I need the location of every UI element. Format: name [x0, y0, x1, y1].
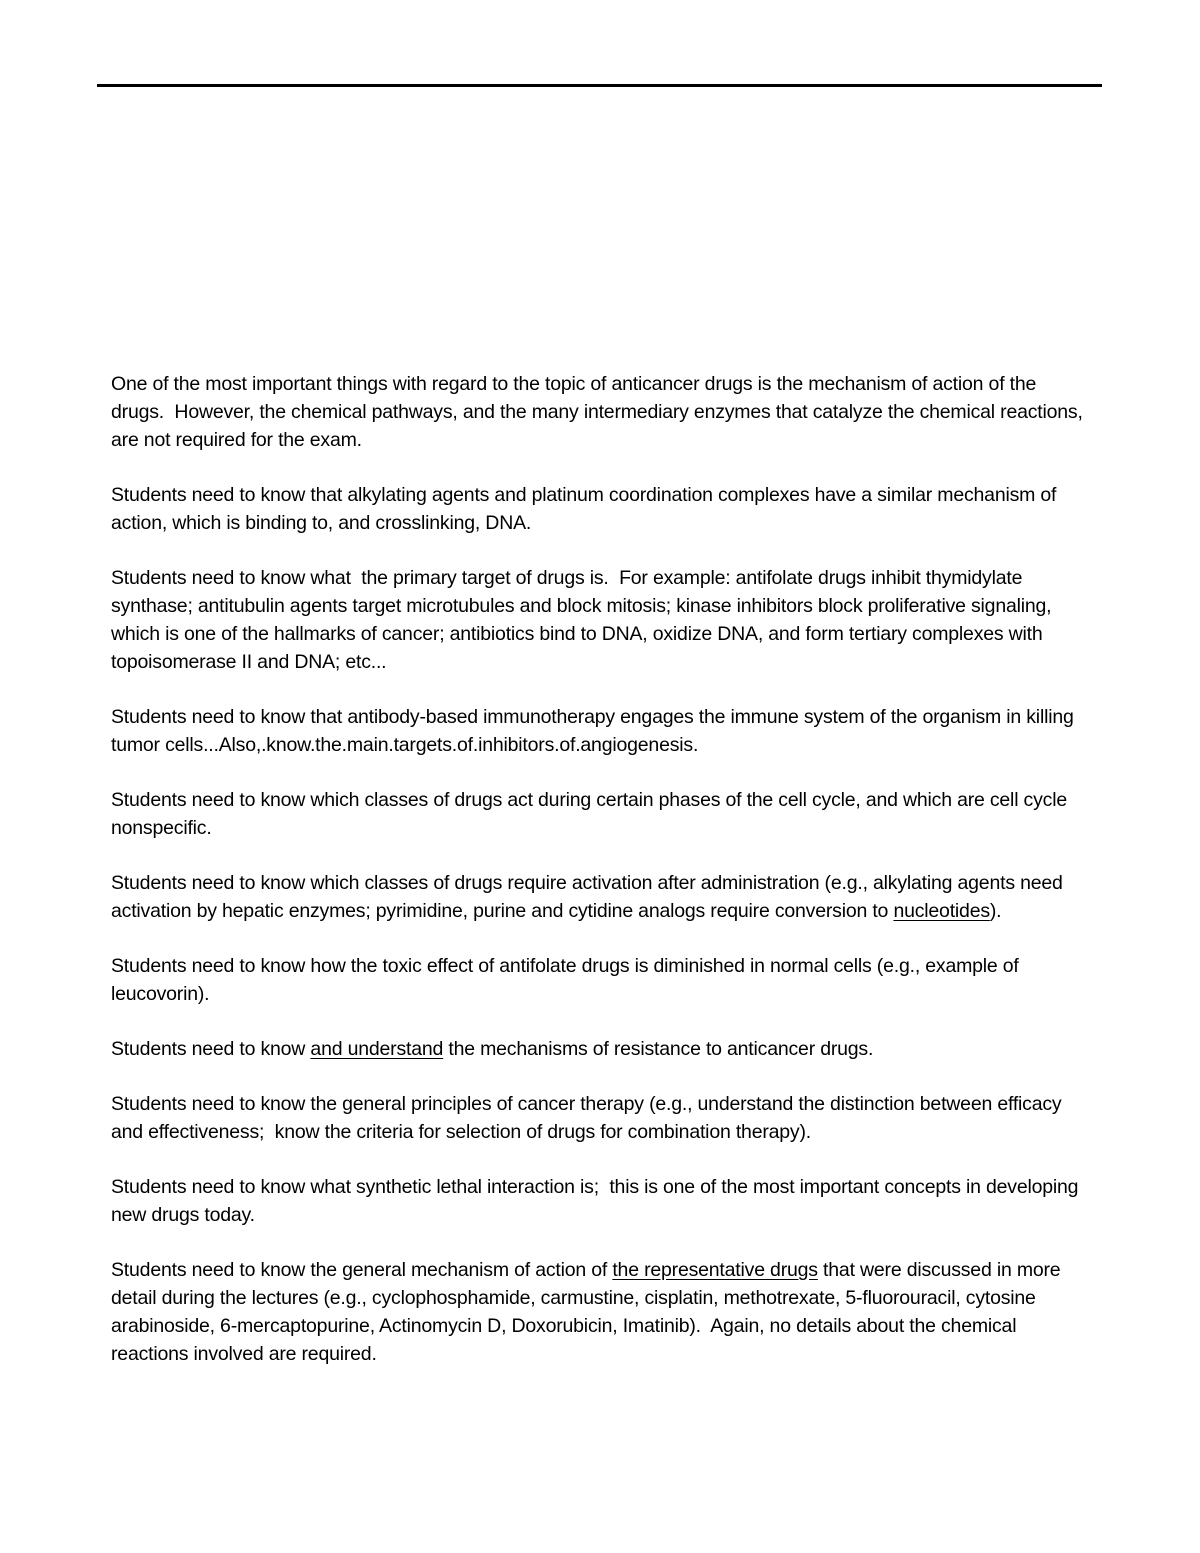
paragraph-text: Students need to know which classes of drugs act during certain phases of the cell cycle, and which are cell cycle nonspecific.	[111, 789, 1073, 839]
paragraph-text: that were discussed in more detail during the lectures (e.g., cyclophosphamide, carmustine, cisplatin, methotrexate, 5-fluorouracil, cytosine arabinoside, 6-mercaptopurine, Actinomycin D, Doxorubicin, Imatinib). Again, no details about the chemical reactions involved are required.	[111, 1259, 1066, 1365]
paragraph-text: Students need to know the general principles of cancer therapy (e.g., understand the distinction between efficacy and effectiveness; know the criteria for selection of drugs for combination therapy).	[111, 1093, 1067, 1143]
underlined-text: nucleotides	[893, 900, 990, 922]
underlined-text: and understand	[310, 1038, 444, 1060]
paragraph	[111, 1256, 1091, 1368]
underlined-text: the representative drugs	[612, 1259, 818, 1281]
paragraph	[111, 481, 1091, 537]
paragraph	[111, 1090, 1091, 1146]
paragraph	[111, 703, 1091, 759]
paragraph	[111, 1173, 1091, 1229]
paragraph-text: the mechanisms of resistance to anticancer drugs.	[443, 1038, 874, 1060]
paragraph	[111, 869, 1091, 925]
paragraph	[111, 786, 1091, 842]
document-body	[111, 370, 1091, 1395]
paragraph	[111, 564, 1091, 676]
paragraph	[111, 1035, 1091, 1063]
paragraph-text: Students need to know that antibody-based immunotherapy engages the immune system of the organism in killing tumor cells...Also,.know.the.main.targets.of.inhibitors.of.angiogenesis.	[111, 706, 1079, 756]
paragraph-text: Students need to know	[111, 1038, 311, 1060]
paragraph-text: Students need to know that alkylating agents and platinum coordination complexes have a similar mechanism of action, which is binding to, and crosslinking, DNA.	[111, 484, 1062, 534]
paragraph-text: Students need to know how the toxic effect of antifolate drugs is diminished in normal cells (e.g., example of leucovorin).	[111, 955, 1024, 1005]
paragraph-text: ).	[989, 900, 1002, 922]
paragraph-text: Students need to know what the primary target of drugs is. For example: antifolate drugs inhibit thymidylate synthase; antitubulin agents target microtubules and block mitosis; kinase inhibitors block proliferative signaling, which is one of the hallmarks of cancer; antibiotics bind to DNA, oxidize DNA, and form tertiary complexes with topoisomerase II and DNA; etc...	[111, 567, 1057, 673]
paragraph-text: Students need to know the general mechanism of action of	[111, 1259, 613, 1281]
paragraph	[111, 370, 1091, 454]
header-rule	[97, 84, 1102, 87]
paragraph	[111, 952, 1091, 1008]
paragraph-text: One of the most important things with regard to the topic of anticancer drugs is the mechanism of action of the drugs. However, the chemical pathways, and the many intermediary enzymes that catalyze the chemical reactions, are not required for the exam.	[111, 373, 1088, 451]
paragraph-text: Students need to know what synthetic lethal interaction is; this is one of the most important concepts in developing new drugs today.	[111, 1176, 1084, 1226]
paragraph-text: Students need to know which classes of drugs require activation after administration (e.g., alkylating agents need activation by hepatic enzymes; pyrimidine, purine and cytidine analogs require conversion to	[111, 872, 1068, 922]
